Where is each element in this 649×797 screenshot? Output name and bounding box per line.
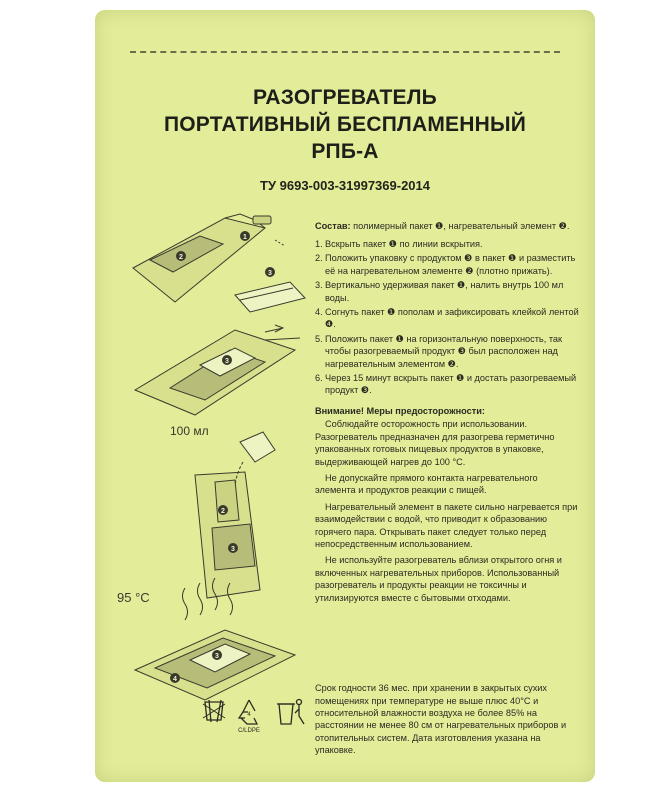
step-item: 3. Вертикально удерживая пакет ❶, налить внутрь 100 мл воды. <box>315 280 564 303</box>
marker-2-b: 2 <box>221 508 225 515</box>
marker-3-d: 3 <box>215 653 219 660</box>
composition <box>315 220 580 232</box>
shelf-life-text: Срок годности 36 мес. при хранении в закрытых сухих помещениях при температуре не выше плюс 40°С и относительной влажности воздуха не более 85% на расстоянии не менее 80 см от нагревательных приборов и отопительных систем. Дата изготовления указана на упаковке. <box>315 683 567 756</box>
marker-3-c: 3 <box>231 546 235 553</box>
bag-open-drawing <box>133 214 305 312</box>
temp-label: 95 °С <box>117 590 150 605</box>
bag-vertical-drawing <box>195 432 275 598</box>
marker-1-a: 1 <box>243 234 247 241</box>
marker-3-a: 3 <box>268 270 272 277</box>
marker-4-a: 4 <box>173 676 177 683</box>
package-front <box>95 10 595 782</box>
recycle-label: C/LDPE <box>238 728 260 734</box>
recycle-icon <box>239 700 257 724</box>
marker-3-b: 3 <box>225 358 229 365</box>
warning-paragraph: Не используйте разогреватель вблизи открытого огня и включенных нагревательных приборов. Использованный разогреватель и продукты реакции не токсичны и утилизируются вместе с бытовыми отходами. <box>315 555 562 603</box>
step-item: 5. Положить пакет ❶ на горизонтальную поверхность, так чтобы разогреваемый продукт ❸ был расположен над нагревательным элементом ❷. <box>315 333 563 369</box>
title-line-1: РАЗОГРЕВАТЕЛЬ <box>253 86 437 109</box>
step-item: 4. Согнуть пакет ❶ пополам и зафиксировать клейкой лентой ❹. <box>315 307 579 330</box>
warning-paragraph: Соблюдайте осторожность при использовании. Разогреватель предназначен для разогрева герметично упакованных готовых пищевых продуктов в упаковке, выдерживающей нагрев до 100 °С. <box>315 419 555 467</box>
food-safe-icon <box>203 700 225 722</box>
svg-text:4: 4 <box>247 712 251 718</box>
title-line-2: ПОРТАТИВНЫЙ БЕСПЛАМЕННЫЙ <box>163 113 527 136</box>
instructions-illustration <box>115 210 315 730</box>
warning-paragraph: Не допускайте прямого контакта нагревательного элемента и продуктов реакции с пищей. <box>315 473 538 496</box>
water-label: 100 мл <box>170 424 209 438</box>
tear-line <box>130 51 560 53</box>
composition-label: Состав: <box>315 221 351 232</box>
instruction-steps <box>315 238 580 399</box>
warning-heading: Внимание! Меры предосторожности: <box>315 406 485 416</box>
trash-bin-icon <box>277 700 304 725</box>
tu-code: ТУ 9693-003-31997369-2014 <box>260 178 430 193</box>
title-line-3: РПБ-А <box>311 140 379 163</box>
bag-closed-drawing <box>135 325 300 415</box>
step-item: 6. Через 15 минут вскрыть пакет ❶ и достать разогреваемый продукт ❸. <box>315 373 577 396</box>
product-title <box>95 84 595 165</box>
composition-text: полимерный пакет ❶, нагревательный элемент ❷. <box>353 221 570 232</box>
disposal-icons <box>199 694 319 734</box>
step-item: 2. Положить упаковку с продуктом ❸ в пакет ❶ и разместить её на нагревательном элементе ❷ (плотно прижать). <box>315 253 576 276</box>
warning-paragraph: Нагревательный элемент в пакете сильно нагревается при взаимодействии с водой, что приводит к образованию горячего пара. Открывать пакет следует только перед непосредственным использованием. <box>315 501 578 550</box>
step-item: 1. Вскрыть пакет ❶ по линии вскрытия. <box>315 239 483 249</box>
marker-2-a: 2 <box>179 254 183 261</box>
warning-section <box>315 405 580 608</box>
